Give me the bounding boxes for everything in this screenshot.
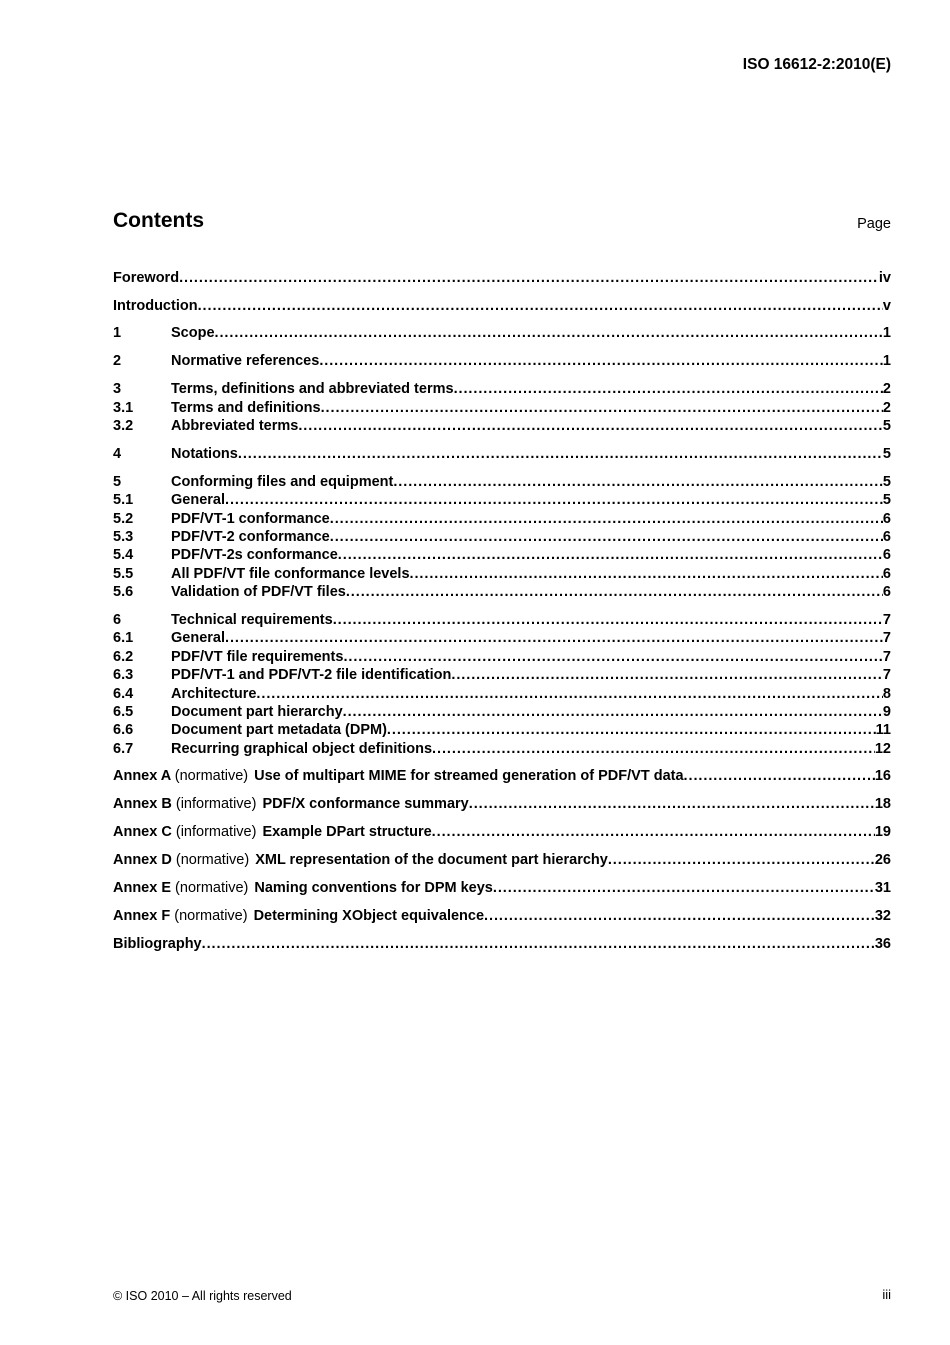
annex-type: (normative) [174,908,248,924]
toc-page: 32 [874,908,891,924]
toc-number: 1 [113,325,122,341]
toc-title: XML representation of the document part hierarchy [255,852,608,868]
toc-page: 6 [882,511,891,527]
dot-leader [454,380,883,398]
toc-number: 6.1 [113,630,134,646]
toc-title: PDF/VT-1 and PDF/VT-2 file identification [171,667,452,683]
toc-page: 26 [874,852,891,868]
toc-page: 8 [882,686,891,702]
page-column-label: Page [857,216,891,232]
toc-number: 6.4 [113,686,134,702]
toc-entry-foreword[interactable] [113,269,891,287]
dot-leader [608,851,875,869]
toc-number: 5.2 [113,511,134,527]
toc-title: Conforming files and equipment [171,474,394,490]
dot-leader [256,685,883,703]
dot-leader [387,721,876,739]
annex-prefix [113,851,249,869]
page-number: iii [882,1287,891,1302]
toc-page: 6 [882,529,891,545]
annex-type: (normative) [175,852,250,868]
dot-leader [238,445,883,463]
dot-leader [493,879,875,897]
toc-page: 1 [882,353,891,369]
dot-leader [343,648,882,666]
toc-page: 31 [874,880,891,896]
annex-prefix [113,907,248,925]
annex-prefix [113,823,256,841]
toc-number: 5.4 [113,547,134,563]
toc-entry-5-6[interactable] [113,583,891,601]
toc-entry-5-2[interactable] [113,510,891,528]
toc-title: Validation of PDF/VT files [171,584,346,600]
toc-number: 5.5 [113,566,134,582]
dot-leader [330,528,883,546]
toc-page: 6 [882,566,891,582]
annex-prefix [113,879,248,897]
toc-number: 6.7 [113,741,134,757]
dot-leader [202,935,875,953]
toc-entry-introduction[interactable] [113,297,891,315]
annex-type: (normative) [174,768,249,784]
toc-page: iv [878,270,891,286]
toc-title: Introduction [113,298,198,314]
toc-entry-annex-c[interactable] [113,823,891,841]
toc-title: PDF/VT file requirements [171,649,344,665]
toc-entry-5-1[interactable] [113,491,891,509]
toc-page: v [882,298,891,314]
document-id: ISO 16612-2:2010(E) [742,56,891,73]
toc-number: 6.2 [113,649,134,665]
page-title: Contents [113,209,204,232]
toc-title: Abbreviated terms [171,418,299,434]
dot-leader [346,583,883,601]
annex-label: Annex B [113,796,172,812]
toc-title: Terms, definitions and abbreviated terms [171,381,454,397]
toc-page: 12 [874,741,891,757]
toc-page: 5 [882,474,891,490]
toc-title: Foreword [113,270,180,286]
toc-title: All PDF/VT file conformance levels [171,566,410,582]
toc-entry-5-3[interactable] [113,528,891,546]
toc-number: 5.1 [113,492,134,508]
toc-entry-5[interactable] [113,473,891,491]
annex-label: Annex D [113,852,172,868]
toc-entry-6-5[interactable] [113,703,891,721]
dot-leader [451,666,883,684]
toc-page: 7 [882,667,891,683]
dot-leader [225,491,883,509]
toc-number: 3.1 [113,400,134,416]
toc-page: 19 [874,824,891,840]
toc-title: PDF/X conformance summary [262,796,469,812]
toc-page: 7 [882,630,891,646]
dot-leader [215,324,883,342]
copyright-notice: © ISO 2010 – All rights reserved [113,1289,292,1303]
toc-page: 5 [882,446,891,462]
dot-leader [484,907,875,925]
toc-entry-3-1[interactable] [113,399,891,417]
toc-number: 2 [113,353,122,369]
toc-entry-bibliography[interactable] [113,935,891,953]
toc-entry-6[interactable] [113,611,891,629]
toc-entry-6-7[interactable] [113,740,891,758]
annex-label: Annex C [113,824,172,840]
toc-title: General [171,492,225,508]
toc-page: 7 [882,612,891,628]
toc-title: Use of multipart MIME for streamed generation of PDF/VT data [254,768,684,784]
toc-title: Architecture [171,686,257,702]
dot-leader [469,795,875,813]
toc-page: 11 [875,722,891,738]
toc-page: 2 [882,400,891,416]
toc-page: 36 [874,936,891,952]
toc-title: Naming conventions for DPM keys [254,880,493,896]
toc-page: 16 [874,768,891,784]
dot-leader [432,740,875,758]
toc-entry-annex-e[interactable] [113,879,891,897]
toc-entry-3[interactable] [113,380,891,398]
dot-leader [321,399,883,417]
dot-leader [343,703,883,721]
toc-title: Notations [171,446,238,462]
dot-leader [198,297,883,315]
toc-title: Normative references [171,353,320,369]
toc-title: Document part hierarchy [171,704,343,720]
toc-title: Bibliography [113,936,202,952]
toc-entry-4[interactable] [113,445,891,463]
toc-page: 18 [874,796,891,812]
dot-leader [338,546,883,564]
toc-entry-annex-a[interactable] [113,767,891,785]
annex-type: (normative) [175,880,249,896]
dot-leader [225,629,883,647]
toc-entry-6-1[interactable] [113,629,891,647]
toc-page: 5 [882,418,891,434]
dot-leader [333,611,883,629]
toc-number: 6 [113,612,122,628]
toc-title: Technical requirements [171,612,333,628]
toc-title: Recurring graphical object definitions [171,741,433,757]
toc-page: 6 [882,547,891,563]
toc-title: General [171,630,225,646]
toc-entry-annex-b[interactable] [113,795,891,813]
toc-entry-3-2[interactable] [113,417,891,435]
toc-title: PDF/VT-2 conformance [171,529,330,545]
annex-label: Annex F [113,908,171,924]
toc-entry-6-4[interactable] [113,685,891,703]
annex-type: (informative) [175,796,257,812]
toc-number: 5.6 [113,584,134,600]
dot-leader [330,510,883,528]
dot-leader [319,352,883,370]
dot-leader [410,565,883,583]
toc-entry-1[interactable] [113,324,891,342]
dot-leader [179,269,879,287]
annex-label: Annex E [113,880,172,896]
toc-title: PDF/VT-1 conformance [171,511,330,527]
toc-entry-5-4[interactable] [113,546,891,564]
toc-entry-5-5[interactable] [113,565,891,583]
annex-prefix [113,795,256,813]
dot-leader [298,417,883,435]
toc-page: 2 [882,381,891,397]
toc-number: 6.3 [113,667,134,683]
toc-title: Scope [171,325,215,341]
toc-number: 6.5 [113,704,134,720]
toc-title: Document part metadata (DPM) [171,722,387,738]
annex-prefix [113,767,248,785]
toc-entry-annex-d[interactable] [113,851,891,869]
toc-page: 1 [882,325,891,341]
toc-number: 5.3 [113,529,134,545]
toc-title: PDF/VT-2s conformance [171,547,338,563]
dot-leader [684,767,875,785]
toc-title: Terms and definitions [171,400,321,416]
toc-entry-6-3[interactable] [113,666,891,684]
toc-entry-6-6[interactable] [113,721,891,739]
toc-page: 5 [882,492,891,508]
toc-number: 5 [113,474,122,490]
toc-page: 6 [882,584,891,600]
toc-title: Example DPart structure [262,824,432,840]
toc-number: 3.2 [113,418,134,434]
toc-number: 4 [113,446,122,462]
toc-page: 9 [882,704,891,720]
annex-type: (informative) [175,824,257,840]
toc-entry-6-2[interactable] [113,648,891,666]
toc-entry-annex-f[interactable] [113,907,891,925]
toc-number: 3 [113,381,122,397]
toc-entry-2[interactable] [113,352,891,370]
dot-leader [432,823,875,841]
dot-leader [393,473,883,491]
toc-title: Determining XObject equivalence [253,908,485,924]
annex-label: Annex A [113,768,171,784]
toc-number: 6.6 [113,722,134,738]
toc-page: 7 [882,649,891,665]
